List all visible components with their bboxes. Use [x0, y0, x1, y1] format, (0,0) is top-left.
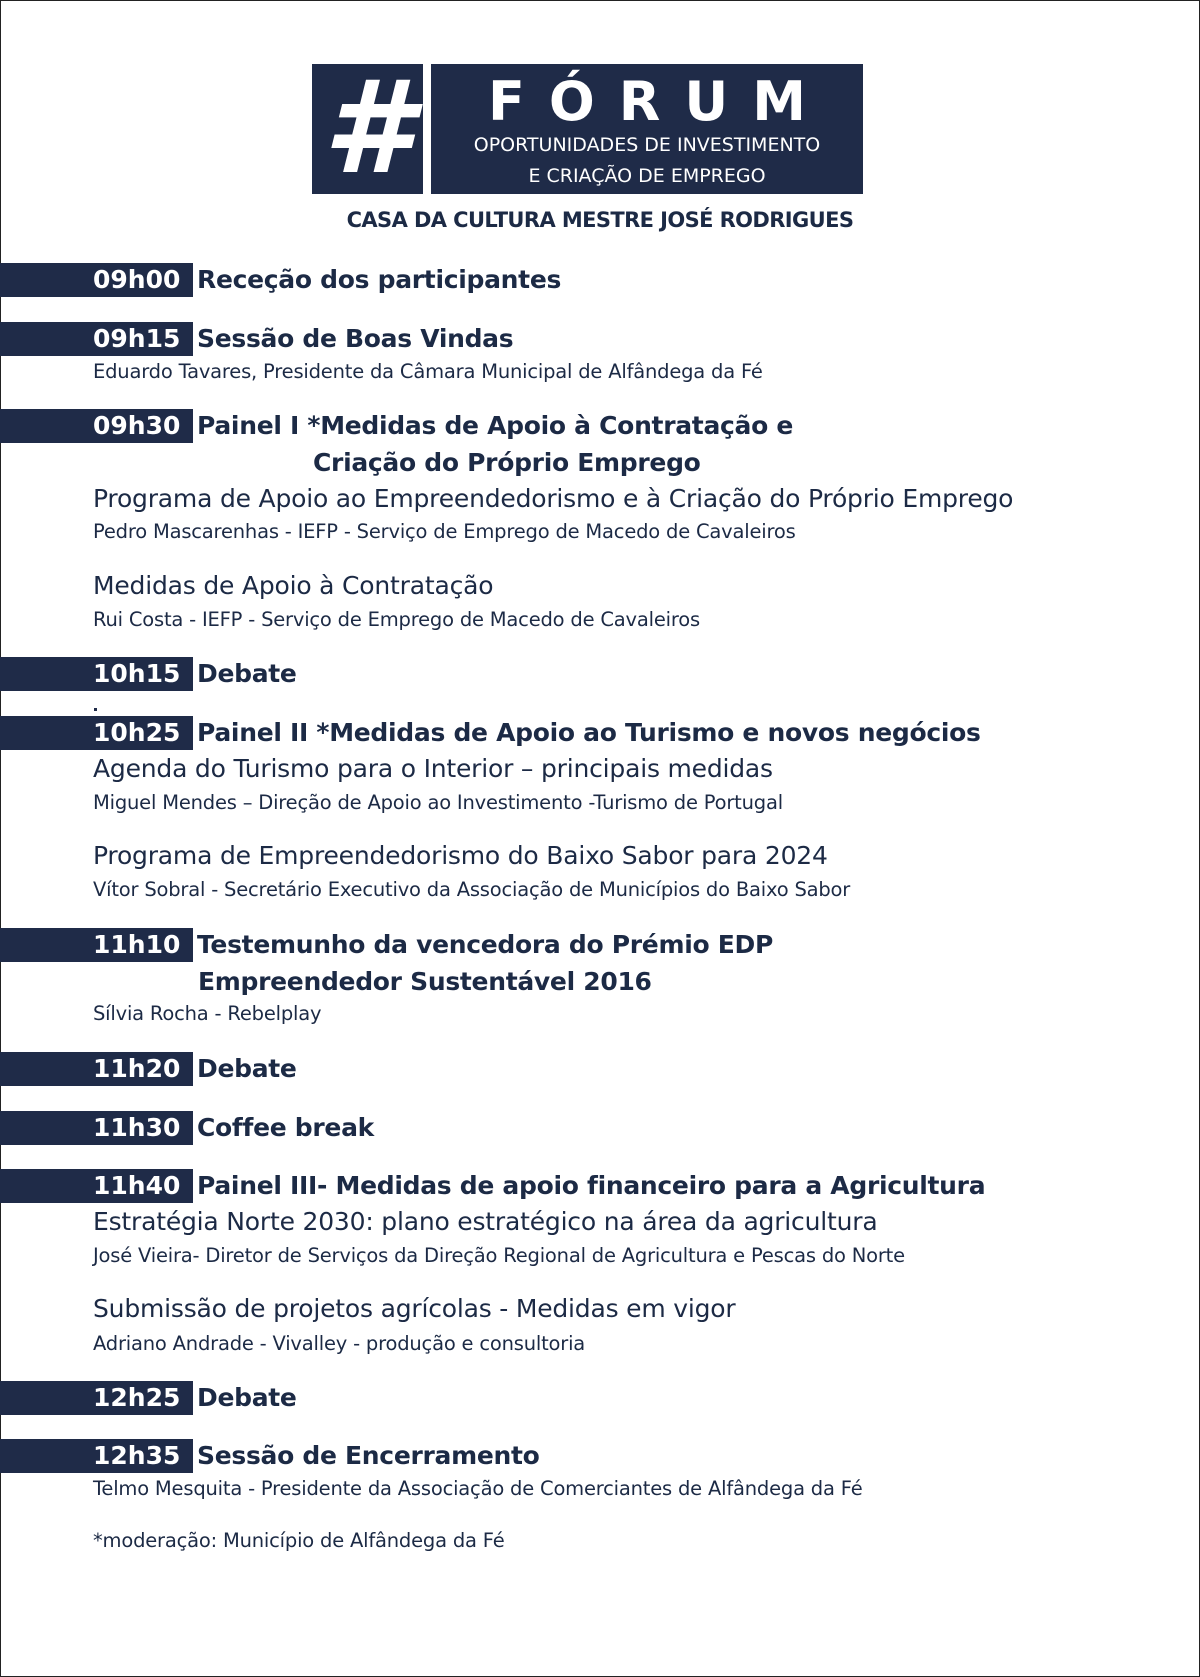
speaker: Pedro Mascarenhas - IEFP - Serviço de Emprego de Macedo de Cavaleiros [93, 520, 796, 543]
time-label: 09h00 [93, 265, 181, 294]
time-separator [184, 1113, 188, 1143]
topic: Programa de Apoio ao Empreendedorismo e à Criação do Próprio Emprego [93, 484, 1014, 513]
session-title: Debate [197, 1054, 297, 1083]
forum-subtitle-line1: OPORTUNIDADES DE INVESTIMENTO [473, 134, 821, 156]
topic: Submissão de projetos agrícolas - Medidas em vigor [93, 1294, 736, 1323]
time-separator [184, 265, 188, 295]
forum-subtitle-line2: E CRIAÇÃO DE EMPREGO [528, 165, 766, 187]
session-title: Testemunho da vencedora do Prémio EDP [197, 930, 773, 959]
session-title: Painel III- Medidas de apoio financeiro para a Agricultura [197, 1171, 986, 1200]
time-separator [184, 1441, 188, 1471]
session-title-line2: Empreendedor Sustentável 2016 [198, 967, 652, 996]
time-separator [184, 930, 188, 960]
time-label: 10h25 [93, 718, 181, 747]
session-title: Sessão de Boas Vindas [197, 324, 514, 353]
topic: Medidas de Apoio à Contratação [93, 571, 494, 600]
session-title: Painel I *Medidas de Apoio à Contratação e [197, 411, 794, 440]
time-label: 11h30 [93, 1113, 181, 1142]
time-label: 11h10 [93, 930, 181, 959]
speaker: Eduardo Tavares, Presidente da Câmara Municipal de Alfândega da Fé [93, 360, 763, 383]
session-title: Sessão de Encerramento [197, 1441, 540, 1470]
speaker: Rui Costa - IEFP - Serviço de Emprego de Macedo de Cavaleiros [93, 608, 700, 631]
session-title-line2: Criação do Próprio Emprego [313, 448, 701, 477]
topic: Agenda do Turismo para o Interior – principais medidas [93, 754, 773, 783]
speaker: José Vieira- Diretor de Serviços da Direção Regional de Agricultura e Pescas do Norte [93, 1244, 905, 1267]
time-label: 11h40 [93, 1171, 181, 1200]
time-separator [184, 1054, 188, 1084]
venue-title: CASA DA CULTURA MESTRE JOSÉ RODRIGUES [346, 208, 854, 232]
decorative-dot [94, 708, 97, 711]
session-title: Coffee break [197, 1113, 374, 1142]
time-separator [184, 1171, 188, 1201]
time-label: 12h25 [93, 1383, 181, 1412]
time-label: 09h15 [93, 324, 181, 353]
time-label: 10h15 [93, 659, 181, 688]
time-separator [184, 659, 188, 689]
speaker: Telmo Mesquita - Presidente da Associação de Comerciantes de Alfândega da Fé [93, 1477, 863, 1500]
hashtag-logo: # [312, 64, 423, 194]
time-label: 12h35 [93, 1441, 181, 1470]
time-separator [184, 324, 188, 354]
session-title: Debate [197, 659, 297, 688]
session-title: Debate [197, 1383, 297, 1412]
time-separator [184, 411, 188, 441]
forum-title: FÓRUM [488, 70, 830, 133]
speaker: Miguel Mendes – Direção de Apoio ao Investimento -Turismo de Portugal [93, 791, 783, 814]
topic: Programa de Empreendedorismo do Baixo Sabor para 2024 [93, 841, 828, 870]
topic: Estratégia Norte 2030: plano estratégico na área da agricultura [93, 1207, 878, 1236]
time-label: 11h20 [93, 1054, 181, 1083]
forum-logo-box [431, 64, 863, 194]
time-label: 09h30 [93, 411, 181, 440]
speaker: Vítor Sobral - Secretário Executivo da Associação de Municípios do Baixo Sabor [93, 878, 851, 901]
speaker: Sílvia Rocha - Rebelplay [93, 1002, 322, 1025]
time-separator [184, 1383, 188, 1413]
session-title: Painel II *Medidas de Apoio ao Turismo e novos negócios [197, 718, 981, 747]
time-separator [184, 718, 188, 748]
session-title: Receção dos participantes [197, 265, 562, 294]
footnote: *moderação: Município de Alfândega da Fé [93, 1529, 505, 1552]
forum-subtitle [431, 130, 863, 192]
speaker: Adriano Andrade - Vivalley - produção e consultoria [93, 1332, 586, 1355]
